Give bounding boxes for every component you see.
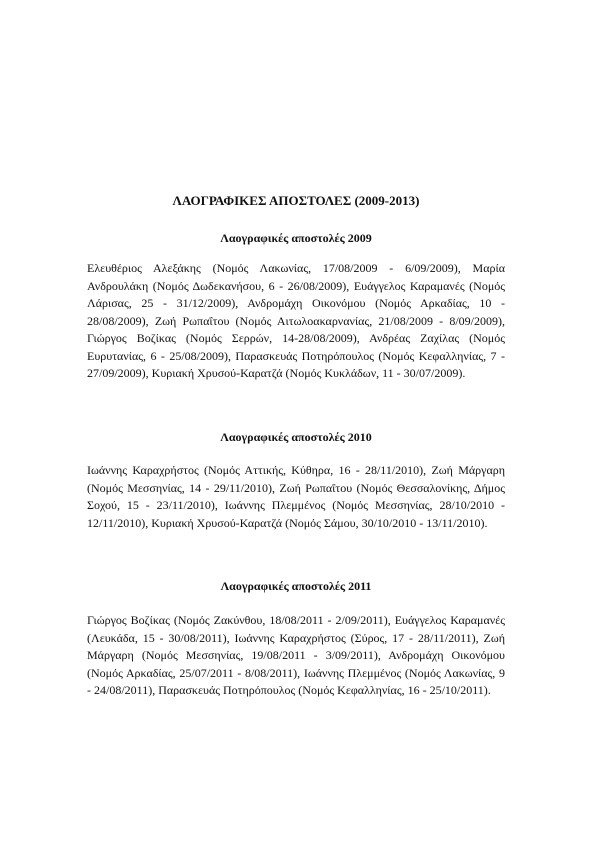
section-paragraph-2009: Ελευθέριος Αλεξάκης (Νομός Λακωνίας, 17/08/2009 - 6/09/2009), Μαρία Ανδρουλάκη (Νομός Δωδεκανήσου, 6 - 26/08/2009), Ευάγγελος Καραμανές (Νομός Λάρισας, 25 - 31/12/2009), Ανδρομάχη Οικονόμου (Νομός Αρκαδίας, 10 - 28/08/2009), Ζωή Ρωπαΐτου (Νομός Αιτωλοακαρνανίας, 21/08/2009 - 8/09/2009), Γιώργος Βοζίκας (Νομός Σερρών, 14-28/08/2009), Ανδρέας Ζαχίλας (Νομός Ευρυτανίας, 6 - 25/08/2009), Παρασκευάς Ποτηρόπουλος (Νομός Κεφαλληνίας, 7 - 27/09/2009), Κυριακή Χρυσού-Καρατζά (Νομός Κυκλάδων, 11 - 30/07/2009). [87,261,505,380]
section-paragraph-2010: Ιωάννης Καραχρήστος (Νομός Αττικής, Κύθηρα, 16 - 28/11/2010), Ζωή Μάργαρη (Νομός Μεσσηνίας, 14 - 29/11/2010), Ζωή Ρωπαΐτου (Νομός Θεσσαλονίκης, Δήμος Σοχού, 15 - 23/11/2010), Ιωάννης Πλεμμένος (Νομός Μεσσηνίας, 28/10/2010 - 12/11/2010), Κυριακή Χρυσού-Καρατζά (Νομός Σάμου, 30/10/2010 - 13/11/2010). [87,463,505,530]
section-heading-2010: Λαογραφικές αποστολές 2010 [220,430,372,444]
section-paragraph-2011: Γιώργος Βοζίκας (Νομός Ζακύνθου, 18/08/2011 - 2/09/2011), Ευάγγελος Καραμανές (Λευκάδα, 15 - 30/08/2011), Ιωάννης Καραχρήστος (Σύρος, 17 - 28/11/2011), Ζωή Μάργαρη (Νομός Μεσσηνίας, 19/08/2011 - 3/09/2011), Ανδρομάχη Οικονόμου (Νομός Αρκαδίας, 25/07/2011 - 8/08/2011), Ιωάννης Πλεμμένος (Νομός Λακωνίας, 9 - 24/08/2011), Παρασκευάς Ποτηρόπουλος (Νομός Κεφαλληνίας, 16 - 25/10/2011). [87,613,505,697]
section-heading-2011: Λαογραφικές αποστολές 2011 [220,579,372,593]
document-title: ΛΑΟΓΡΑΦΙΚΕΣ ΑΠΟΣΤΟΛΕΣ (2009-2013) [172,193,420,208]
section-heading-2009: Λαογραφικές αποστολές 2009 [220,231,372,245]
